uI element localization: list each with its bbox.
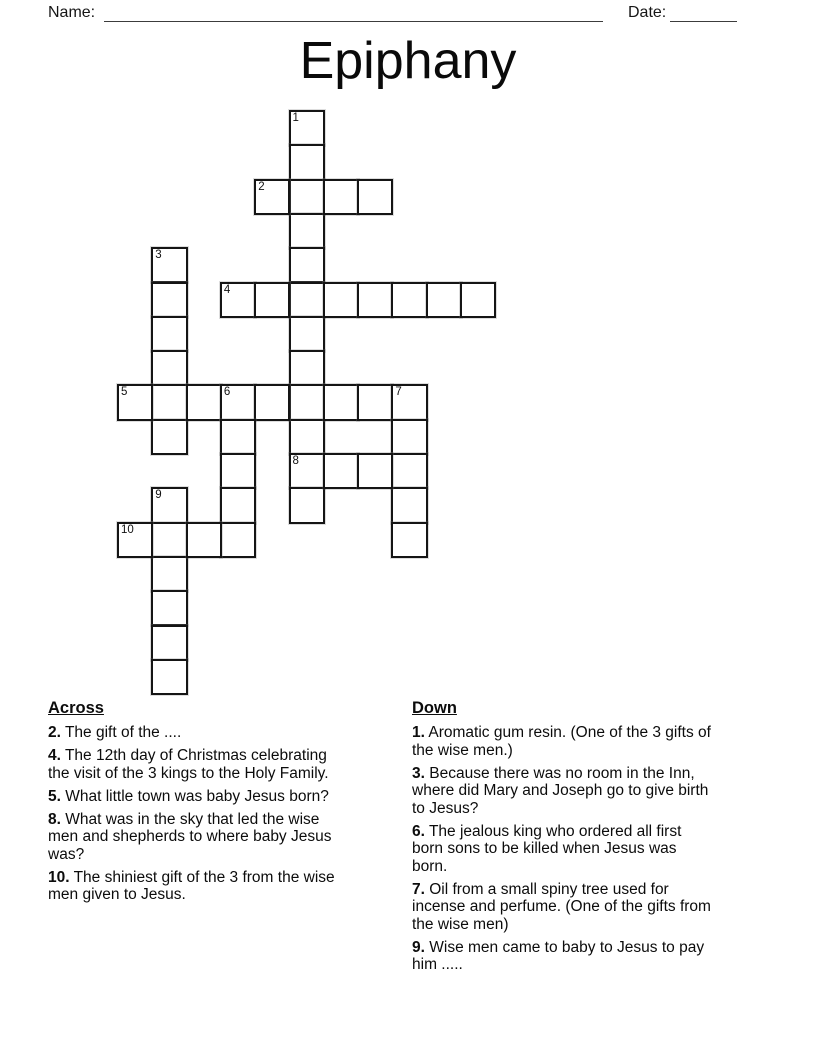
crossword-cell-r15-c1[interactable] bbox=[151, 625, 187, 661]
clue-text: Wise men came to baby to Jesus to pay him ..... bbox=[412, 938, 705, 973]
name-fill-in-line[interactable] bbox=[104, 3, 603, 22]
crossword-cell-r5-c4[interactable] bbox=[254, 282, 290, 318]
clue-item bbox=[412, 881, 711, 934]
crossword-cell-r5-c6[interactable] bbox=[323, 282, 359, 318]
crossword-cell-r2-c5[interactable] bbox=[289, 179, 325, 215]
crossword-cell-r8-c6[interactable] bbox=[323, 384, 359, 420]
crossword-cell-r11-c8[interactable] bbox=[391, 487, 427, 523]
clue-item bbox=[48, 788, 343, 806]
name-label: Name: bbox=[48, 4, 96, 21]
clue-item bbox=[48, 747, 343, 782]
clue-text: The gift of the .... bbox=[64, 724, 182, 741]
down-clue-list bbox=[412, 724, 711, 974]
crossword-cell-r1-c5[interactable] bbox=[289, 144, 325, 180]
crossword-cell-r9-c5[interactable] bbox=[289, 419, 325, 455]
crossword-cell-r4-c1[interactable] bbox=[151, 247, 187, 283]
crossword-cell-r9-c1[interactable] bbox=[151, 419, 187, 455]
across-clue-list bbox=[48, 724, 343, 904]
date-label: Date: bbox=[628, 4, 667, 21]
crossword-cell-r12-c1[interactable] bbox=[151, 522, 187, 558]
crossword-cell-r5-c5[interactable] bbox=[289, 282, 325, 318]
crossword-cell-r5-c7[interactable] bbox=[357, 282, 393, 318]
crossword-cell-r8-c1[interactable] bbox=[151, 384, 187, 420]
crossword-cell-r8-c0[interactable] bbox=[117, 384, 153, 420]
across-clues-section bbox=[48, 699, 343, 909]
clue-number: 5. bbox=[48, 787, 61, 805]
crossword-cell-r3-c5[interactable] bbox=[289, 213, 325, 249]
crossword-cell-r4-c5[interactable] bbox=[289, 247, 325, 283]
clue-number: 1. bbox=[412, 724, 425, 741]
cell-number: 4 bbox=[223, 283, 231, 296]
crossword-cell-r12-c0[interactable] bbox=[117, 522, 153, 558]
clue-number: 8. bbox=[48, 810, 61, 828]
cell-number: 2 bbox=[258, 180, 265, 193]
crossword-cell-r9-c8[interactable] bbox=[391, 419, 427, 455]
crossword-cell-r8-c3[interactable] bbox=[220, 384, 256, 420]
page-title: Epiphany bbox=[299, 32, 517, 90]
crossword-cell-r2-c4[interactable] bbox=[254, 179, 290, 215]
crossword-cell-r5-c8[interactable] bbox=[391, 282, 427, 318]
crossword-cell-r8-c5[interactable] bbox=[289, 384, 325, 420]
clue-number: 6. bbox=[412, 822, 425, 840]
crossword-cell-r11-c1[interactable] bbox=[151, 487, 187, 523]
crossword-cell-r8-c8[interactable] bbox=[391, 384, 427, 420]
crossword-cell-r9-c3[interactable] bbox=[220, 419, 256, 455]
crossword-cell-r5-c10[interactable] bbox=[460, 282, 496, 318]
clue-number: 10. bbox=[48, 868, 70, 886]
crossword-cell-r11-c3[interactable] bbox=[220, 487, 256, 523]
down-heading: Down bbox=[412, 699, 457, 717]
crossword-cell-r8-c7[interactable] bbox=[357, 384, 393, 420]
clue-item bbox=[48, 869, 343, 904]
crossword-cell-r10-c5[interactable] bbox=[289, 453, 325, 489]
cell-number: 5 bbox=[121, 386, 128, 399]
cell-number: 1 bbox=[292, 112, 299, 124]
cell-number: 3 bbox=[155, 249, 162, 262]
crossword-cell-r2-c6[interactable] bbox=[323, 179, 359, 215]
crossword-cell-r10-c7[interactable] bbox=[357, 453, 393, 489]
crossword-cell-r12-c8[interactable] bbox=[391, 522, 427, 558]
clue-text: The jealous king who ordered all first born sons to be killed when Jesus was born. bbox=[412, 822, 682, 875]
crossword-cell-r8-c4[interactable] bbox=[254, 384, 290, 420]
clue-text: The shiniest gift of the 3 from the wise men given to Jesus. bbox=[48, 868, 335, 903]
cell-number: 10 bbox=[121, 523, 134, 536]
clue-number: 7. bbox=[412, 880, 425, 898]
crossword-cell-r7-c1[interactable] bbox=[151, 350, 187, 386]
clue-item bbox=[412, 939, 711, 974]
crossword-cell-r7-c5[interactable] bbox=[289, 350, 325, 386]
crossword-cell-r2-c7[interactable] bbox=[357, 179, 393, 215]
crossword-cell-r5-c1[interactable] bbox=[151, 282, 187, 318]
clue-number: 2. bbox=[48, 724, 61, 741]
across-heading: Across bbox=[48, 699, 104, 717]
crossword-cell-r5-c3[interactable] bbox=[220, 282, 256, 318]
date-fill-in-line[interactable] bbox=[670, 3, 737, 22]
clue-number: 4. bbox=[48, 747, 61, 764]
crossword-cell-r5-c9[interactable] bbox=[426, 282, 462, 318]
crossword-cell-r12-c2[interactable] bbox=[186, 522, 222, 558]
crossword-cell-r10-c6[interactable] bbox=[323, 453, 359, 489]
clue-text: Oil from a small spiny tree used for incense and perfume. (One of the gifts from the wise men) bbox=[412, 880, 711, 933]
cell-number: 6 bbox=[223, 386, 231, 399]
clue-item bbox=[48, 724, 343, 742]
clue-text: Aromatic gum resin. (One of the 3 gifts of the wise men.) bbox=[412, 724, 711, 759]
crossword-cell-r6-c5[interactable] bbox=[289, 316, 325, 352]
crossword-cell-r8-c2[interactable] bbox=[186, 384, 222, 420]
clue-item bbox=[412, 765, 711, 818]
crossword-cell-r16-c1[interactable] bbox=[151, 659, 187, 695]
crossword-cell-r10-c8[interactable] bbox=[391, 453, 427, 489]
clue-item bbox=[412, 823, 711, 876]
down-clues-section bbox=[412, 699, 711, 979]
crossword-cell-r12-c3[interactable] bbox=[220, 522, 256, 558]
cell-number: 9 bbox=[155, 489, 162, 502]
clue-text: The 12th day of Christmas celebrating the visit of the 3 kings to the Holy Family. bbox=[48, 747, 329, 782]
crossword-cell-r14-c1[interactable] bbox=[151, 590, 187, 626]
crossword-cell-r6-c1[interactable] bbox=[151, 316, 187, 352]
crossword-cell-r0-c5[interactable] bbox=[289, 110, 325, 146]
cell-number: 7 bbox=[395, 386, 402, 399]
clue-number: 9. bbox=[412, 938, 425, 956]
clue-text: What little town was baby Jesus born? bbox=[65, 787, 329, 805]
crossword-cell-r13-c1[interactable] bbox=[151, 556, 187, 592]
clue-number: 3. bbox=[412, 764, 425, 782]
clue-item bbox=[48, 811, 343, 864]
clue-text: Because there was no room in the Inn, where did Mary and Joseph go to give birth to Jesus? bbox=[412, 764, 709, 817]
cell-number: 8 bbox=[292, 455, 299, 467]
crossword-cell-r11-c5[interactable] bbox=[289, 487, 325, 523]
clue-item bbox=[412, 724, 711, 759]
clue-text: What was in the sky that led the wise men and shepherds to where baby Jesus was? bbox=[48, 810, 332, 863]
crossword-cell-r10-c3[interactable] bbox=[220, 453, 256, 489]
